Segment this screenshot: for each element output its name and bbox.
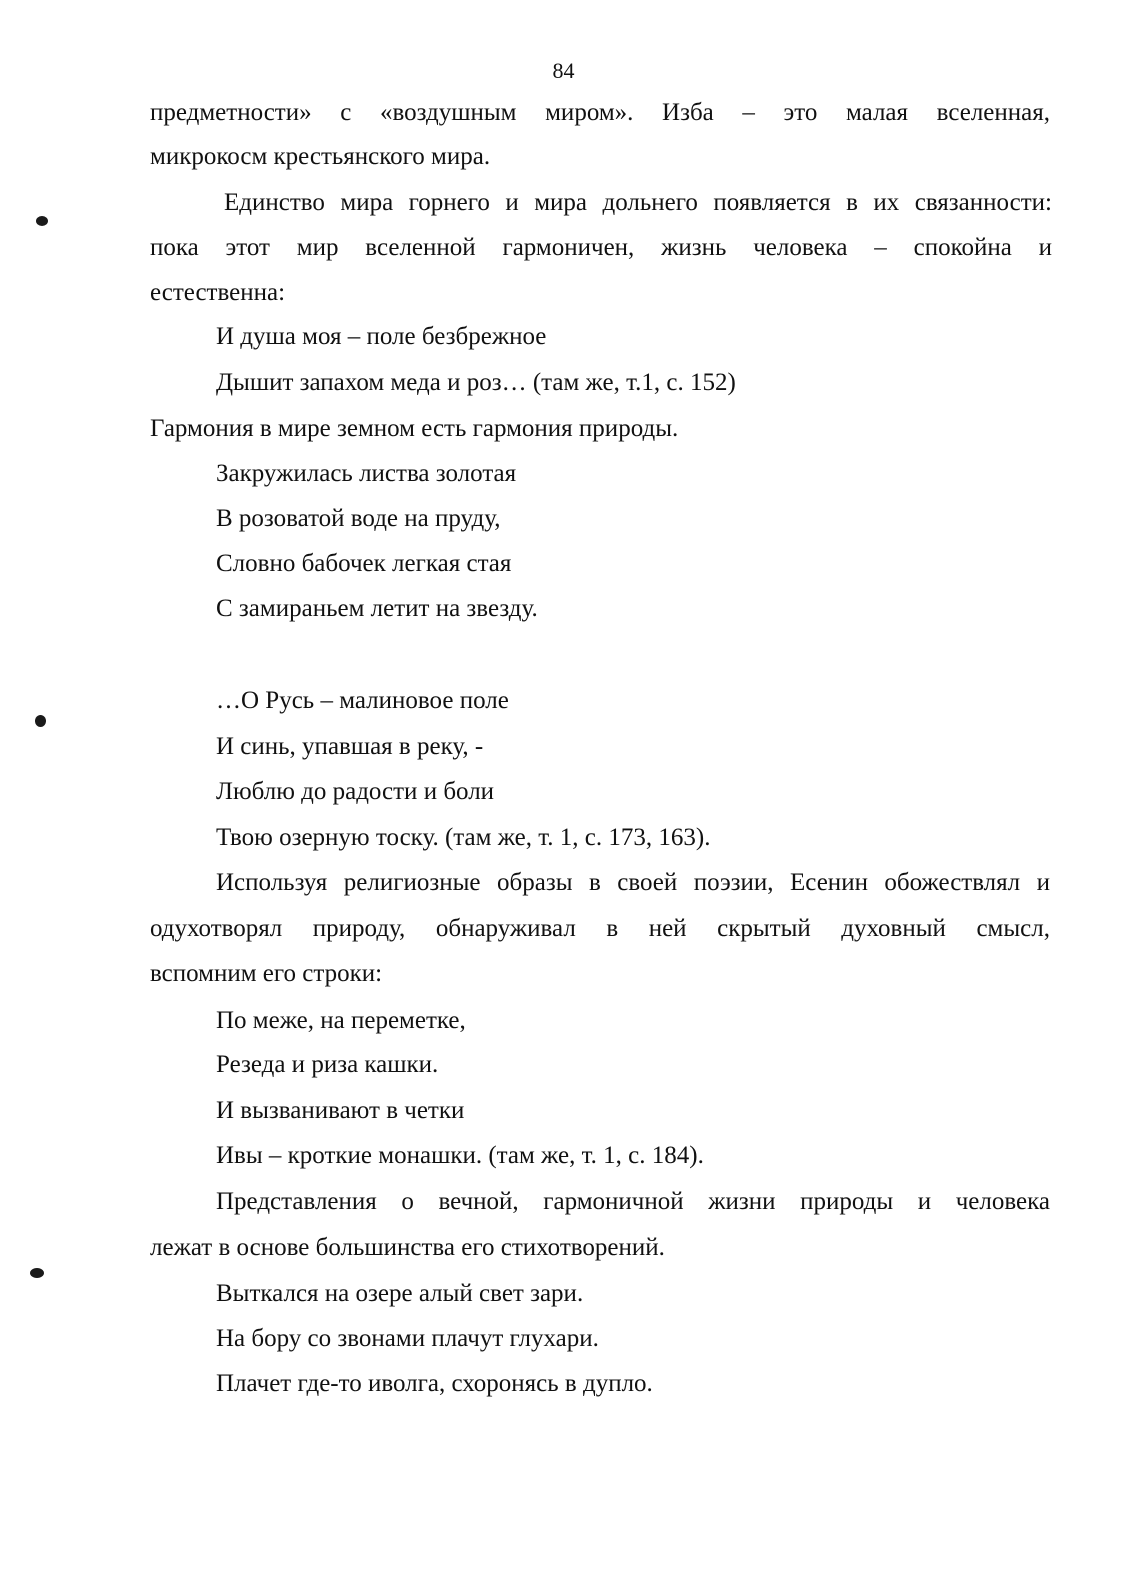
verse-line: Дышит запахом меда и роз… (там же, т.1, с. 152) bbox=[216, 369, 736, 396]
paragraph-line: предметности» с «воздушным миром». Изба – это малая вселенная, bbox=[150, 99, 1050, 126]
verse-line: И вызванивают в четки bbox=[216, 1097, 465, 1124]
verse-line: Словно бабочек легкая стая bbox=[216, 550, 512, 577]
margin-mark bbox=[30, 1268, 44, 1278]
verse-line: Закружилась листва золотая bbox=[216, 460, 517, 487]
paragraph-line: пока этот мир вселенной гармоничен, жизнь человека – спокойна и bbox=[150, 234, 1052, 261]
paragraph-line: Представления о вечной, гармоничной жизни природы и человека bbox=[216, 1188, 1050, 1215]
verse-line: Ивы – кроткие монашки. (там же, т. 1, с. 184). bbox=[216, 1142, 704, 1169]
verse-line: По меже, на переметке, bbox=[216, 1007, 466, 1034]
verse-line: И душа моя – поле безбрежное bbox=[216, 323, 547, 350]
verse-line: И синь, упавшая в реку, - bbox=[216, 733, 484, 760]
verse-line: Люблю до радости и боли bbox=[216, 778, 495, 805]
paragraph-line: вспомним его строки: bbox=[150, 960, 383, 987]
paragraph-line: Единство мира горнего и мира дольнего появляется в их связанности: bbox=[224, 189, 1052, 216]
verse-line: Твою озерную тоску. (там же, т. 1, с. 173, 163). bbox=[216, 824, 711, 851]
paragraph-line: Используя религиозные образы в своей поэзии, Есенин обожествлял и bbox=[216, 869, 1050, 896]
paragraph-line: микрокосм крестьянского мира. bbox=[150, 143, 491, 170]
page-number: 84 bbox=[552, 58, 575, 83]
paragraph-line: одухотворял природу, обнаруживал в ней скрытый духовный смысл, bbox=[150, 915, 1050, 942]
verse-line: В розоватой воде на пруду, bbox=[216, 505, 501, 532]
margin-mark bbox=[35, 715, 46, 727]
verse-line: С замираньем летит на звезду. bbox=[216, 595, 538, 622]
verse-line: На бору со звонами плачут глухари. bbox=[216, 1325, 599, 1352]
verse-line: …О Русь – малиновое поле bbox=[216, 687, 509, 714]
verse-line: Выткался на озере алый свет зари. bbox=[216, 1280, 584, 1307]
verse-line: Плачет где-то иволга, схоронясь в дупло. bbox=[216, 1370, 653, 1397]
paragraph-line: лежат в основе большинства его стихотворений. bbox=[150, 1234, 665, 1261]
verse-line: Резеда и риза кашки. bbox=[216, 1051, 439, 1078]
margin-mark bbox=[36, 216, 48, 226]
paragraph-line: Гармония в мире земном есть гармония природы. bbox=[150, 415, 679, 442]
paragraph-line: естественна: bbox=[150, 279, 286, 306]
